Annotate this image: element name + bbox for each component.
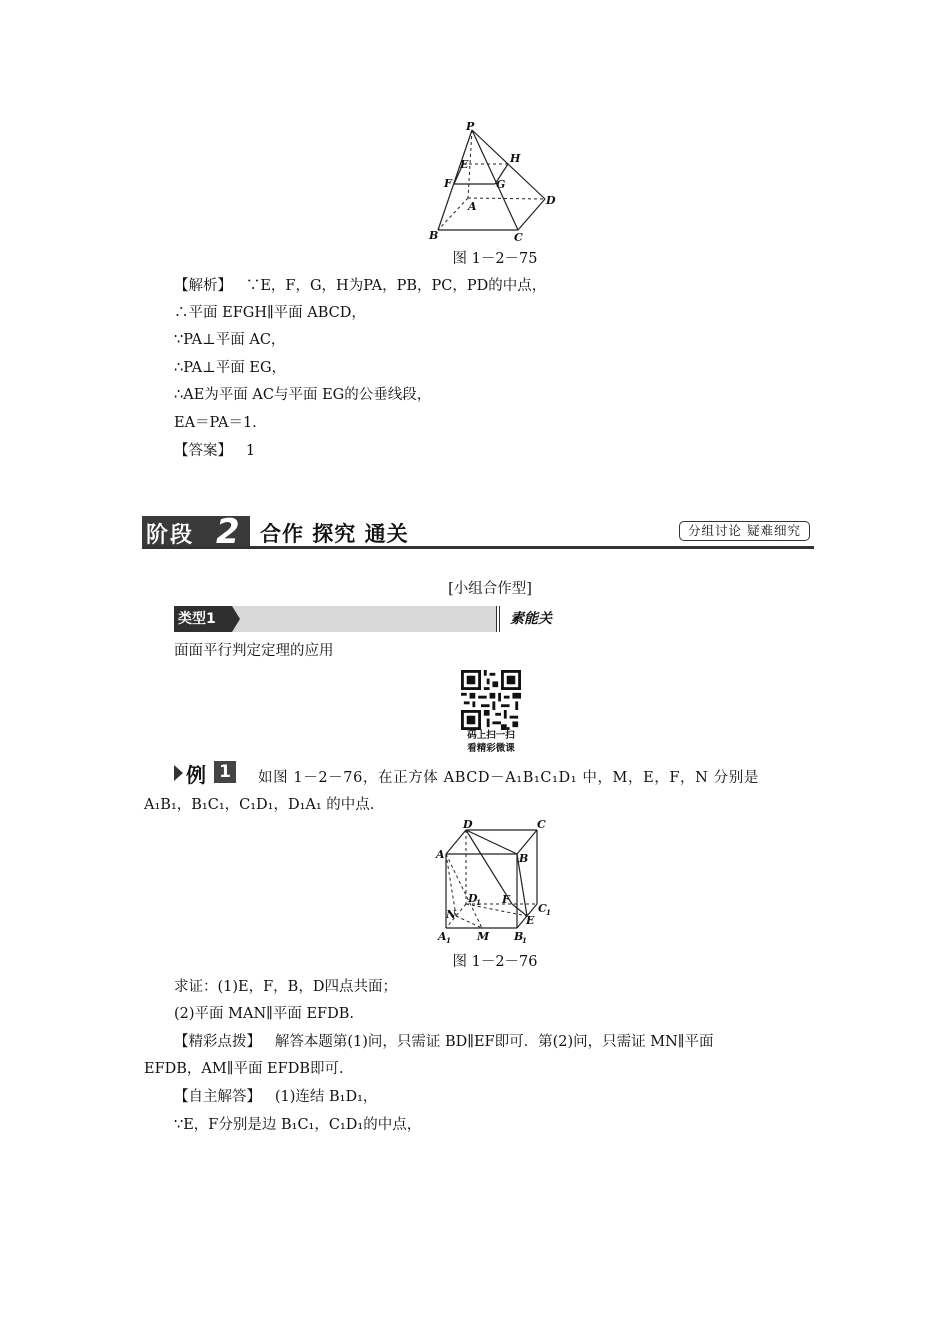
cube-label-C1-sub: 1 <box>546 908 551 917</box>
stage-tag: 分组讨论 疑难细究 <box>679 521 810 541</box>
figure1-caption: 图 1－2－75 <box>452 251 538 267</box>
cube-label-E: E <box>526 914 535 927</box>
qr-code-icon[interactable] <box>461 670 521 730</box>
cube-label-A1-sub: 1 <box>446 936 451 944</box>
figure-cube <box>432 820 557 944</box>
self-answer-line-1 <box>174 1087 377 1107</box>
cube-label-N: N <box>446 908 457 921</box>
stage-badge <box>142 512 250 552</box>
figure-pyramid <box>420 118 570 246</box>
label-A: A <box>468 200 477 213</box>
label-E: E <box>460 158 469 171</box>
label-D: D <box>546 194 556 207</box>
cube-label-B1-sub: 1 <box>522 936 527 944</box>
cube-label-D: D <box>463 820 473 831</box>
stage-header <box>142 512 814 552</box>
proof-line-1: 求证：(1)E，F，B，D四点共面； <box>174 979 397 995</box>
label-F: F <box>444 177 452 190</box>
stage-number: 2 <box>216 512 240 552</box>
qr-caption <box>452 729 530 755</box>
label-G: G <box>496 178 506 191</box>
example-text-2: A₁B₁，B₁C₁，C₁D₁，D₁A₁ 的中点. <box>144 797 375 813</box>
label-P: P <box>466 120 475 133</box>
type-bar <box>174 606 554 632</box>
cube-label-B1: B <box>514 930 524 943</box>
cube-label-F: F <box>502 893 510 906</box>
proof-line-2: (2)平面 MAN∥平面 EFDB. <box>174 1006 354 1022</box>
solution-line-1 <box>174 276 546 296</box>
jiexi-tag: 【解析】 <box>174 278 232 294</box>
self-answer-line-2: ∵E，F分别是边 B₁C₁，C₁D₁的中点， <box>174 1117 422 1133</box>
label-H: H <box>510 152 521 165</box>
hint-tag: 【精彩点拨】 <box>174 1034 261 1050</box>
label-C: C <box>514 231 523 244</box>
solution-line-3: ∵PA⊥平面 AC， <box>174 332 286 348</box>
solution-text-1: ∵E，F，G，H为PA，PB，PC，PD的中点， <box>245 278 547 294</box>
figure2-caption: 图 1－2－76 <box>452 954 538 970</box>
stage-label: 阶段 <box>146 523 195 548</box>
group-type: [小组合作型] <box>448 581 532 597</box>
cube-label-M: M <box>477 930 490 943</box>
solution-line-6: EA＝PA＝1. <box>174 415 257 431</box>
hint-line-2: EFDB，AM∥平面 EFDB即可. <box>144 1061 344 1077</box>
solution-line-5: ∴AE为平面 AC与平面 EG的公垂线段， <box>174 387 432 403</box>
example-marker <box>174 761 240 785</box>
type-label: 类型1 <box>174 606 232 632</box>
answer-value: 1 <box>245 443 256 459</box>
hint-line-1 <box>174 1032 713 1052</box>
qr-caption-line2: 看精彩微课 <box>467 743 515 754</box>
answer-tag: 【答案】 <box>174 443 232 459</box>
solution-line-2: ∴平面 EFGH∥平面 ABCD， <box>174 305 366 321</box>
label-B: B <box>429 229 439 242</box>
triangle-icon <box>174 765 183 781</box>
topic-heading: 面面平行判定定理的应用 <box>174 643 334 659</box>
solution-line-4: ∴PA⊥平面 EG， <box>174 360 287 376</box>
self-answer-tag: 【自主解答】 <box>174 1089 261 1105</box>
qr-caption-line1: 码上扫一扫 <box>467 730 515 741</box>
cube-label-A1: A <box>438 930 447 943</box>
cube-label-C1: C <box>538 902 547 915</box>
self-answer-text-1: (1)连结 B₁D₁， <box>274 1089 378 1105</box>
hint-text-1: 解答本题第(1)问，只需证 BD∥EF即可．第(2)问，只需证 MN∥平面 <box>274 1034 714 1050</box>
example-word: 例 <box>186 763 206 787</box>
cube-label-D1-sub: 1 <box>476 898 481 907</box>
cube-label-D1: D <box>468 892 478 905</box>
example-number: 1 <box>214 761 236 783</box>
cube-label-A: A <box>436 848 445 861</box>
stage-title: 合作 探究 通关 <box>260 522 409 546</box>
cube-label-C: C <box>537 820 546 831</box>
example-text-1: 如图 1－2－76，在正方体 ABCD－A₁B₁C₁D₁ 中，M，E，F，N 分别是 <box>258 770 759 786</box>
cube-label-B: B <box>519 852 529 865</box>
answer-line <box>174 441 255 461</box>
type-right-label: 素能关 <box>496 606 554 632</box>
